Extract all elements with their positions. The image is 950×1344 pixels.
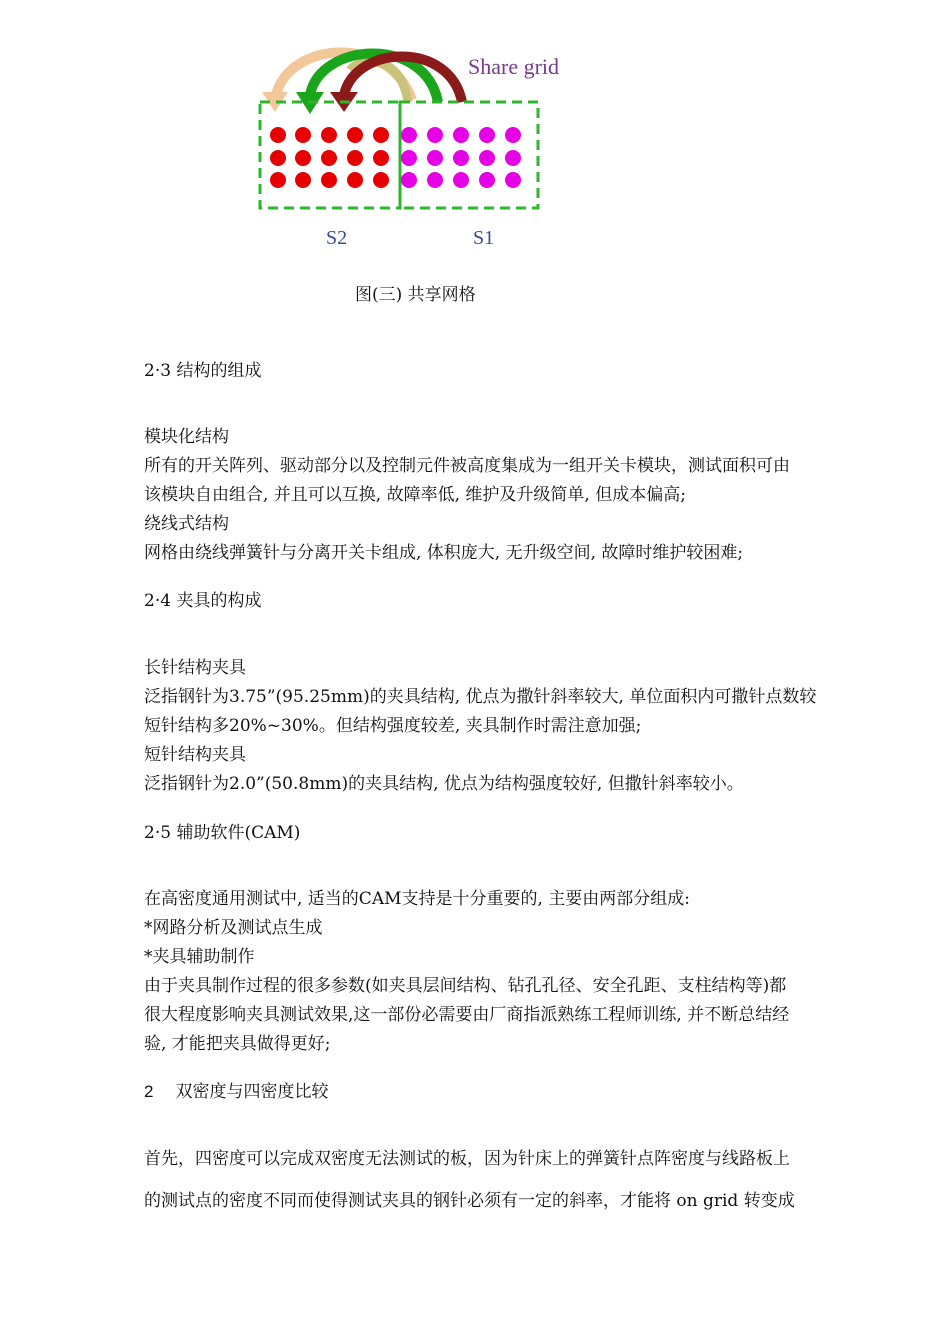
s2-grid-dot xyxy=(321,150,337,166)
s2-grid-dot xyxy=(373,172,389,188)
s2-grid-dot xyxy=(321,127,337,143)
short-pin-paragraph-line: 泛指钢针为2.0”(50.8mm)的夹具结构, 优点为结构强度较好, 但撒针斜率较小。 xyxy=(144,774,744,794)
section-2-3-title: 2·3 结构的组成 xyxy=(144,361,262,381)
s2-grid-dot xyxy=(347,127,363,143)
cam-list-item: *夹具辅助制作 xyxy=(144,947,255,967)
s2-grid-dot xyxy=(373,150,389,166)
s2-label: S2 xyxy=(326,227,348,249)
s2-grid-dot xyxy=(347,150,363,166)
s1-grid-dot xyxy=(427,150,443,166)
s1-grid-dot xyxy=(427,172,443,188)
compare-paragraph-line: 的测试点的密度不同而使得测试夹具的钢针必须有一定的斜率，才能将 on grid 转变成 xyxy=(144,1191,795,1211)
s1-grid-dot xyxy=(453,150,469,166)
section-2-5-title: 2·5 辅助软件(CAM) xyxy=(144,823,301,843)
s1-grid-dot xyxy=(505,172,521,188)
section-2-4-title: 2·4 夹具的构成 xyxy=(144,591,262,611)
share-grid-figure xyxy=(240,40,600,265)
s1-grid-dot xyxy=(505,150,521,166)
s2-grid-dot xyxy=(347,172,363,188)
long-pin-paragraph-line: 短针结构多20%~30%。但结构强度较差, 夹具制作时需注意加强; xyxy=(144,716,642,736)
cam-paragraph-line: 在高密度通用测试中, 适当的CAM支持是十分重要的, 主要由两部分组成: xyxy=(144,889,691,909)
modular-structure-title: 模块化结构 xyxy=(144,427,229,447)
s2-grid-dot xyxy=(270,172,286,188)
s2-grid-dot xyxy=(321,172,337,188)
s1-grid-dot xyxy=(453,127,469,143)
modular-paragraph-line: 所有的开关阵列、驱动部分以及控制元件被高度集成为一组开关卡模块，测试面积可由 xyxy=(144,456,790,476)
s2-grid-dot xyxy=(295,172,311,188)
s1-label: S1 xyxy=(473,227,495,249)
cam-paragraph-line: 验, 才能把夹具做得更好; xyxy=(144,1034,331,1054)
s1-grid-dot xyxy=(453,172,469,188)
wire-paragraph-line: 网格由绕线弹簧针与分离开关卡组成, 体积庞大, 无升级空间, 故障时维护较困难; xyxy=(144,543,744,563)
share-grid-label: Share grid xyxy=(468,54,560,79)
s2-grid-dot xyxy=(270,150,286,166)
long-pin-title: 长针结构夹具 xyxy=(144,658,246,678)
section-2-number: 2 xyxy=(144,1082,154,1101)
wire-structure-title: 绕线式结构 xyxy=(144,514,229,534)
s1-grid-dot xyxy=(401,172,417,188)
cam-paragraph-line: 由于夹具制作过程的很多参数(如夹具层间结构、钻孔孔径、安全孔距、支柱结构等)都 xyxy=(144,976,787,996)
s1-grid-dot xyxy=(401,150,417,166)
s1-grid-dot xyxy=(479,127,495,143)
short-pin-title: 短针结构夹具 xyxy=(144,745,246,765)
s1-grid-dot xyxy=(505,127,521,143)
share-grid-diagram xyxy=(240,40,600,265)
s1-grid-dot xyxy=(427,127,443,143)
s2-grid-dot xyxy=(373,127,389,143)
compare-paragraph-line: 首先，四密度可以完成双密度无法测试的板，因为针床上的弹簧针点阵密度与线路板上 xyxy=(144,1149,790,1169)
cam-paragraph-line: 很大程度影响夹具测试效果,这一部份必需要由厂商指派熟练工程师训练, 并不断总结经 xyxy=(144,1005,790,1025)
s1-grid-dot xyxy=(479,172,495,188)
s1-grid-dot xyxy=(401,127,417,143)
s2-grid-dot xyxy=(295,127,311,143)
section-2-heading xyxy=(144,1081,328,1103)
s2-grid-dot xyxy=(270,127,286,143)
section-2-title: 双密度与四密度比较 xyxy=(175,1082,329,1102)
cam-list-item: *网路分析及测试点生成 xyxy=(144,918,323,938)
figure-caption: 图(三) 共享网格 xyxy=(355,285,476,305)
s1-grid-dot xyxy=(479,150,495,166)
s2-grid-dot xyxy=(295,150,311,166)
grid-dots xyxy=(270,127,521,188)
long-pin-paragraph-line: 泛指钢针为3.75”(95.25mm)的夹具结构, 优点为撒针斜率较大, 单位面积内可撒针点数较 xyxy=(144,687,817,707)
modular-paragraph-line: 该模块自由组合, 并且可以互换, 故障率低, 维护及升级简单, 但成本偏高; xyxy=(144,485,686,505)
